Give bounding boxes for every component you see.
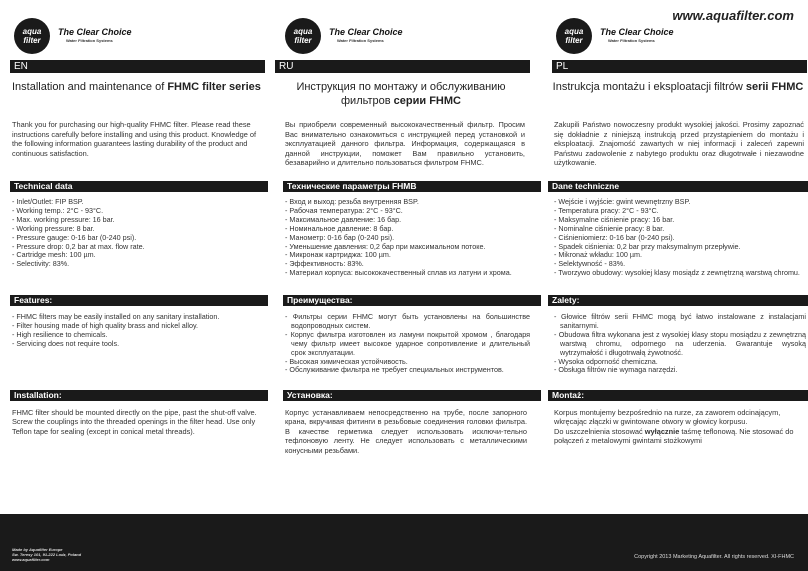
list-item: - Рабочая температура: 2°C - 93°C.	[285, 205, 403, 215]
list-item: - Obsługa filtrów nie wymaga narzędzi.	[554, 365, 678, 375]
section-header-technical: Technical data	[10, 181, 268, 192]
list-item: - Max. working pressure: 16 bar.	[12, 214, 115, 224]
section-header-features: Features:	[10, 295, 268, 306]
intro-text: Вы приобрели современный высококачественный фильтр. Просим Вас внимательно ознакомиться с инструкцией перед установкой и эксплуатацией данного фильтра. Информация, содержащаяся в данной инструкции, поможет Вам правильно установить, безаварийно и длительно пользоваться фильтром FHMC.	[285, 120, 525, 168]
list-item: - Корпус фильтра изготовлен из ламуни покрытой хромом , благодаря чему фильтр имеет высокое ударное сопротивление и длительный срок эксплуатации.	[285, 329, 530, 357]
list-item: - Temperatura pracy: 2°C - 93°C.	[554, 205, 659, 215]
logo-mark: aqua filter	[14, 18, 50, 54]
list-item: - Микронаж картриджа: 100 µm.	[285, 250, 391, 260]
column-pl	[542, 0, 808, 571]
installation-text: Корпус устанавливаем непосредственно на трубе, после запорного крана, вкручивая фитинги в резьбовые соединения головки фильтра. В качестве герметика следует использовать исключи-тельно тефлоновую ленту. Не следует использовать с металлическими конусными резьбами.	[285, 408, 527, 455]
technical-list	[554, 198, 806, 278]
page-title: Инструкция по монтажу и обслуживанию фильтров серии FHMC	[296, 81, 506, 107]
list-item: - Cartridge mesh: 100 µm.	[12, 250, 96, 260]
page-title: Instrukcja montażu i eksploatacji filtrów serii FHMC	[552, 81, 804, 93]
list-item: - Mikronaż wkładu: 100 µm.	[554, 250, 643, 260]
logo-mark: aqua filter	[285, 18, 321, 54]
list-item: - Inlet/Outlet: FIP BSP.	[12, 197, 84, 206]
copyright: Copyright 2013 Marketing Aquafilter. All rights reserved. XI-FHMC	[634, 554, 794, 560]
technical-list	[12, 198, 264, 269]
logo-subtitle: Water Filtration Systems	[66, 38, 113, 43]
logo-mark: aqua filter	[556, 18, 592, 54]
intro-text: Zakupili Państwo nowoczesny produkt wysokiej jakości. Prosimy zapoznać się dokładnie z niniejszą instrukcją przed przystąpieniem do montażu i eksploatacji. Znajomość zawartych w niej informacji i zaleceń zapewni Państwu zadowolenie z nabytego produktu oraz długotrwałe i niezawodne użytkowanie.	[554, 120, 804, 168]
list-item: - Эффективность: 83%.	[285, 259, 364, 269]
list-item: - Filter housing made of high quality brass and nickel alloy.	[12, 320, 199, 330]
footer	[0, 514, 808, 571]
section-header-installation: Установка:	[283, 390, 541, 401]
list-item: - Working pressure: 8 bar.	[12, 223, 95, 233]
language-label: RU	[275, 60, 530, 73]
list-item: - FHMC filters may be easily installed on any sanitary installation.	[12, 312, 220, 321]
technical-list	[285, 198, 530, 278]
list-item: - Głowice filtrów serii FHMC mogą być łatwo instalowane z instalacjami sanitarnymi.	[554, 312, 806, 330]
list-item: - Pressure drop: 0,2 bar at max. flow rate.	[12, 241, 145, 251]
logo-subtitle: Water Filtration Systems	[337, 38, 384, 43]
installation-text	[554, 408, 802, 446]
logo	[556, 18, 756, 48]
installation-paragraph: Korpus montujemy bezpośrednio na rurze, za zaworem odcinającym, wkręcając złączki w gwintowane otwory w głowicy korpusu.	[554, 408, 781, 427]
installation-paragraph: Do uszczelnienia stosować wyłącznie taśmę teflonową. Nie stosować do połączeń z metalowymi gwintami stożkowymi	[554, 426, 794, 446]
list-item: - Tworzywo obudowy: wysokiej klasy mosiądz z zewnętrzną warstwą chromu.	[554, 268, 800, 278]
site-url[interactable]: www.aquafilter.com	[672, 8, 794, 23]
features-list	[554, 313, 806, 375]
list-item: - Wysoka odporność chemiczna.	[554, 356, 658, 366]
language-label: EN	[10, 60, 265, 73]
installation-text: FHMC filter should be mounted directly on the pipe, past the shut-off valve. Screw the couplings into the threaded openings in the filter head. Use only Teflon tape for sealing (except in conical metal threads).	[12, 408, 257, 436]
list-item: - Selectivity: 83%.	[12, 259, 70, 269]
list-item: - High resilience to chemicals.	[12, 329, 108, 339]
section-header-installation: Montaż:	[548, 390, 808, 401]
features-list	[285, 313, 530, 375]
list-item: - Servicing does not require tools.	[12, 338, 120, 348]
list-item: - Материал корпуса: высококачественный сплав из латуни и хрома.	[285, 268, 512, 278]
list-item: - Ciśnieniomierz: 0-16 bar (0-240 psi).	[554, 232, 675, 242]
column-en	[0, 0, 268, 571]
list-item: - Фильтры серии FHMC могут быть установлены на большинстве водопроводных систем.	[285, 312, 530, 330]
language-label: PL	[552, 60, 807, 73]
logo-subtitle: Water Filtration Systems	[608, 38, 655, 43]
list-item: - Maksymalne ciśnienie pracy: 16 bar.	[554, 214, 675, 224]
list-item: - Обслуживание фильтра не требует специальных инструментов.	[285, 365, 504, 375]
column-ru	[271, 0, 539, 571]
list-item: - Wejście i wyjście: gwint wewnętrzny BSP.	[554, 197, 691, 206]
logo-tagline: The Clear Choice	[600, 27, 674, 37]
section-header-installation: Installation:	[10, 390, 268, 401]
section-header-features: Преимущества:	[283, 295, 541, 306]
list-item: - Selektywność - 83%.	[554, 259, 626, 269]
list-item: - Манометр: 0-16 бар (0-240 psi).	[285, 232, 395, 242]
logo	[14, 18, 214, 48]
list-item: - Уменьшение давления: 0,2 бар при максимальном потоке.	[285, 241, 486, 251]
section-header-technical: Dane techniczne	[548, 181, 808, 192]
list-item: - Высокая химическая устойчивость.	[285, 356, 408, 366]
list-item: - Obudowa filtra wykonana jest z wysokiej klasy stopu mosiądzu z zewnętrzną warstwą chromu, odpornego na uderzenia. Gwarantuje wysoką wytrzymałość i długotrwałą żywotność.	[554, 329, 806, 357]
page-title: Installation and maintenance of FHMC filter series	[12, 81, 261, 93]
list-item: - Номинальное давление: 8 бар.	[285, 223, 394, 233]
section-header-features: Zalety:	[548, 295, 808, 306]
footer-address: Made by Aquafilter Europe Sw. Teresy 101, 91-222 Lodz, Poland www.aquafilter.com	[12, 547, 82, 562]
list-item: - Nominalne ciśnienie pracy: 8 bar.	[554, 223, 665, 233]
logo-tagline: The Clear Choice	[58, 27, 132, 37]
list-item: - Working temp.: 2°C - 93°C.	[12, 205, 104, 215]
logo-tagline: The Clear Choice	[329, 27, 403, 37]
list-item: - Вход и выход: резьба внутренняя BSP.	[285, 197, 419, 206]
logo	[285, 18, 485, 48]
features-list	[12, 313, 264, 349]
list-item: - Pressure gauge: 0-16 bar (0-240 psi).	[12, 232, 137, 242]
list-item: - Spadek ciśnienia: 0,2 bar przy maksymalnym przepływie.	[554, 241, 741, 251]
list-item: - Максимальное давление: 16 бар.	[285, 214, 402, 224]
section-header-technical: Технические параметры FHMB	[283, 181, 541, 192]
intro-text: Thank you for purchasing our high-quality FHMC filter. Please read these instructions carefully before installing and using this product. Knowledge of the following information guarantees lasting durability of the product and continuous satisfaction.	[12, 120, 257, 158]
